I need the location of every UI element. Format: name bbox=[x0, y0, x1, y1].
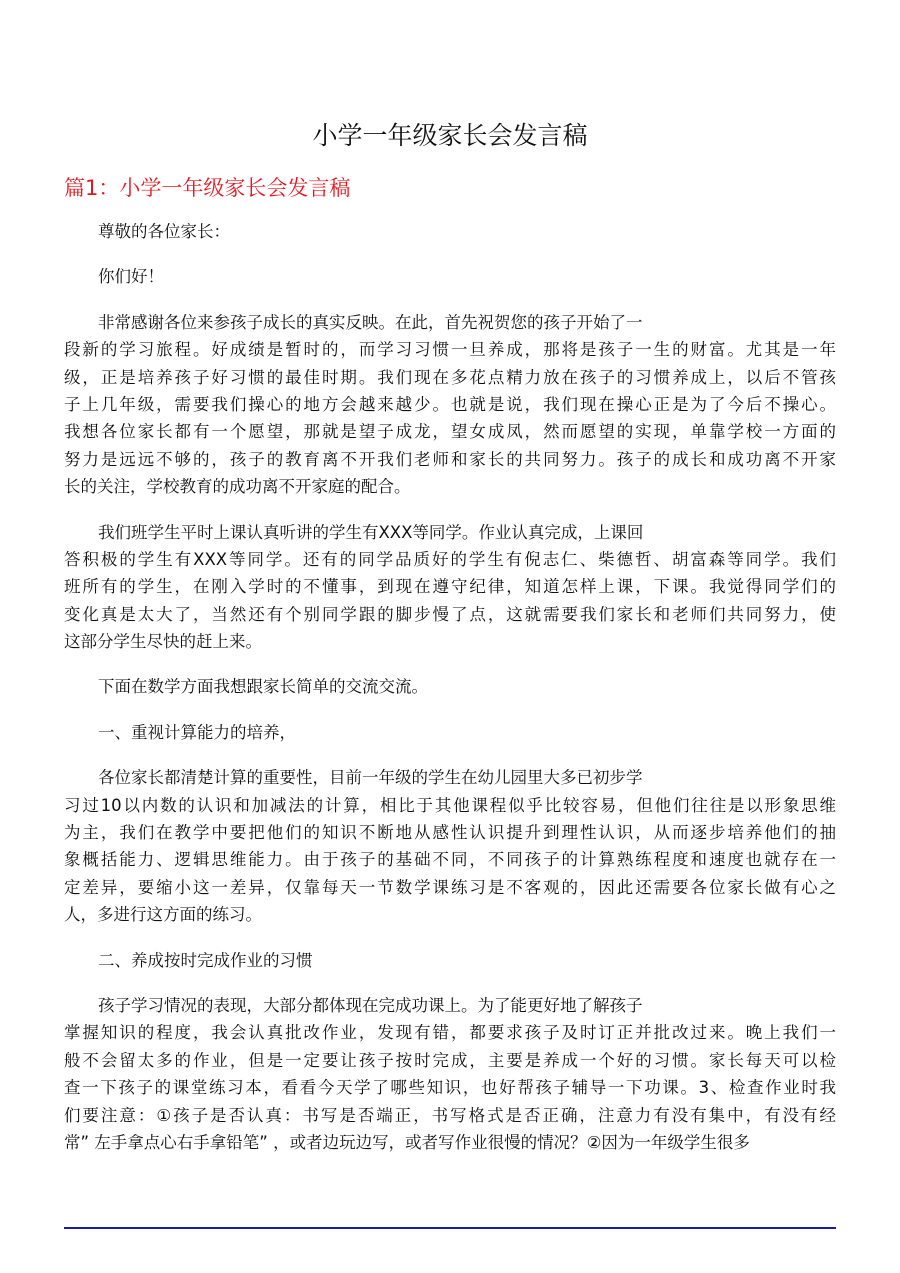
paragraph-line: 努力是远远不够的，孩子的教育离不开我们老师和家长的共同努力。孩子的成长和成功离不开家 bbox=[64, 449, 836, 469]
paragraph-line: 查一下孩子的课堂练习本，看看今天学了哪些知识，也好帮孩子辅导一下功课。3、检查作业时我 bbox=[64, 1078, 836, 1098]
paragraph-line: 象概括能力、逻辑思维能力。由于孩子的基础不同，不同孩子的计算熟练程度和速度也就存在一 bbox=[64, 850, 836, 870]
paragraph bbox=[64, 947, 836, 974]
paragraph-line: 掌握知识的程度，我会认真批改作业，发现有错，都要求孩子及时订正并批改过来。晚上我们一 bbox=[64, 1023, 836, 1043]
paragraph bbox=[64, 992, 836, 1156]
paragraph-line: 长的关注，学校教育的成功离不开家庭的配合。 bbox=[64, 477, 411, 497]
paragraph-line: 二、养成按时完成作业的习惯 bbox=[98, 950, 313, 970]
paragraph-line: 你们好！ bbox=[98, 267, 164, 287]
document-body bbox=[64, 218, 836, 1174]
paragraph-line: 非常感谢各位来参孩子成长的真实反映。在此，首先祝贺您的孩子开始了一 bbox=[98, 312, 643, 332]
paragraph bbox=[64, 519, 836, 656]
paragraph bbox=[64, 764, 836, 928]
paragraph-line: 人，多进行这方面的练习。 bbox=[64, 905, 262, 925]
paragraph bbox=[64, 263, 836, 290]
paragraph-line: 变化真是太大了，当然还有个别同学跟的脚步慢了点，这就需要我们家长和老师们共同努力，使 bbox=[64, 604, 836, 624]
paragraph-line: 答积极的学生有XXX等同学。还有的同学品质好的学生有倪志仁、柴德哲、胡富森等同学。我们 bbox=[64, 549, 836, 569]
paragraph-line: 般不会留太多的作业，但是一定要让孩子按时完成，主要是养成一个好的习惯。家长每天可以检 bbox=[64, 1050, 836, 1070]
paragraph-line: 我想各位家长都有一个愿望，那就是望子成龙，望女成凤，然而愿望的实现，单靠学校一方面的 bbox=[64, 422, 836, 442]
paragraph-line: 孩子学习情况的表现，大部分都体现在完成功课上。为了能更好地了解孩子 bbox=[98, 995, 643, 1015]
page-footer-rule bbox=[64, 1227, 836, 1229]
paragraph bbox=[64, 218, 836, 245]
paragraph-line: 们要注意：①孩子是否认真：书写是否端正，书写格式是否正确，注意力有没有集中，有没有经 bbox=[64, 1105, 836, 1125]
paragraph-line: 常” 左手拿点心右手拿铅笔” ，或者边玩边写，或者写作业很慢的情况？②因为一年级学生很多 bbox=[64, 1132, 750, 1152]
section-heading: 篇1：小学一年级家长会发言稿 bbox=[64, 176, 351, 200]
paragraph-line: 这部分学生尽快的赶上来。 bbox=[64, 632, 262, 652]
paragraph bbox=[64, 673, 836, 700]
document-title: 小学一年级家长会发言稿 bbox=[312, 121, 588, 150]
paragraph-line: 班所有的学生，在刚入学时的不懂事，到现在遵守纪律，知道怎样上课，下课。我觉得同学们的 bbox=[64, 577, 836, 597]
paragraph-line: 一、重视计算能力的培养， bbox=[98, 722, 296, 742]
paragraph-line: 下面在数学方面我想跟家长简单的交流交流。 bbox=[98, 677, 428, 697]
paragraph-line: 定差异，要缩小这一差异，仅靠每天一节数学课练习是不客观的，因此还需要各位家长做有心之 bbox=[64, 877, 836, 897]
paragraph bbox=[64, 309, 836, 501]
paragraph-line: 习过10以内数的认识和加减法的计算，相比于其他课程似乎比较容易，但他们往往是以形象思维 bbox=[64, 795, 836, 815]
paragraph-line: 各位家长都清楚计算的重要性，目前一年级的学生在幼儿园里大多已初步学 bbox=[98, 768, 643, 788]
paragraph-line: 子上几年级，需要我们操心的地方会越来越少。也就是说，我们现在操心正是为了今后不操心。 bbox=[64, 394, 836, 414]
paragraph-line: 我们班学生平时上课认真听讲的学生有XXX等同学。作业认真完成，上课回 bbox=[98, 522, 644, 542]
paragraph-line: 级，正是培养孩子好习惯的最佳时期。我们现在多花点精力放在孩子的习惯养成上，以后不管孩 bbox=[64, 367, 836, 387]
paragraph-line: 为主，我们在教学中要把他们的知识不断地从感性认识提升到理性认识，从而逐步培养他们的抽 bbox=[64, 823, 836, 843]
paragraph-line: 尊敬的各位家长： bbox=[98, 222, 230, 241]
paragraph bbox=[64, 719, 836, 746]
paragraph-line: 段新的学习旅程。好成绩是暂时的，而学习习惯一旦养成，那将是孩子一生的财富。尤其是一年 bbox=[64, 340, 836, 360]
